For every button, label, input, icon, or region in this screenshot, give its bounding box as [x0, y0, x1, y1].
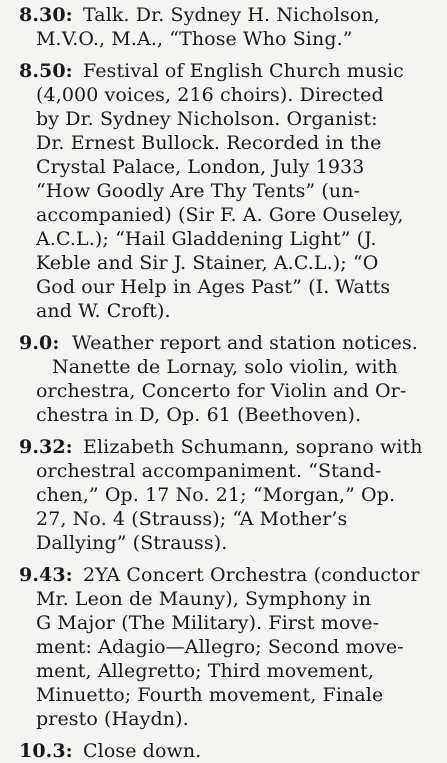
entry-text-line: Talk. Dr. Sydney H. Nicholson, [83, 4, 380, 26]
entry-time: 9.0: [19, 332, 60, 354]
entry-text-line: accompanied) (Sir F. A. Gore Ouseley, [36, 204, 404, 226]
entry-text-line: and W. Croft). [36, 300, 171, 322]
entry-text-line: ment, Allegretto; Third movement, [36, 660, 375, 682]
entry-text-line: ment: Adagio—Allegro; Second move- [36, 636, 404, 658]
entry-time: 8.30: [19, 4, 73, 26]
entry-text-line: chen,” Op. 17 No. 21; “Morgan,” Op. [36, 484, 396, 506]
entry-text-line: Keble and Sir J. Stainer, A.C.L.); “O [36, 252, 379, 274]
entry-time: 9.32: [19, 436, 73, 458]
entry-time: 9.43: [19, 564, 73, 586]
entry-text-line: Weather report and station notices. [72, 332, 418, 354]
entry-text-line: orchestra, Concerto for Violin and Or- [36, 380, 407, 402]
entry-text-line: 27, No. 4 (Strauss); “A Mother’s [36, 508, 348, 530]
entry-text-line: Festival of English Church music [83, 60, 404, 82]
entry-text-line: Mr. Leon de Mauny), Symphony in [36, 588, 372, 610]
entry-text-line: orchestral accompaniment. “Stand- [36, 460, 382, 482]
entry-text-line: chestra in D, Op. 61 (Beethoven). [36, 404, 362, 426]
entry-text-line: Dr. Ernest Bullock. Recorded in the [36, 132, 382, 154]
entry-text-line: Crystal Palace, London, July 1933 [36, 156, 365, 178]
entry-text-line: Dallying” (Strauss). [36, 532, 228, 554]
entry-text-line: Elizabeth Schumann, soprano with [83, 436, 423, 458]
entry-text-line: A.C.L.); “Hail Gladdening Light” (J. [36, 228, 377, 250]
entry-text-line: Minuetto; Fourth movement, Finale [36, 684, 384, 706]
entry-text-line: (4,000 voices, 216 choirs). Directed [36, 84, 384, 106]
entry-text-line: “How Goodly Are Thy Tents” (un- [36, 180, 361, 202]
entry-text-line: 2YA Concert Orchestra (conductor [83, 564, 420, 586]
entry-text-line: God our Help in Ages Past” (I. Watts [36, 276, 391, 298]
entry-text-line: G Major (The Military). First move- [36, 612, 380, 634]
entry-time: 10.3: [19, 740, 73, 762]
entry-time: 8.50: [19, 60, 73, 82]
entry-text-line: Nanette de Lornay, solo violin, with [52, 356, 398, 378]
entry-text-line: Close down. [83, 740, 202, 762]
entry-text-line: presto (Haydn). [36, 708, 189, 730]
entry-text-line: by Dr. Sydney Nicholson. Organist: [36, 108, 378, 130]
entry-text-line: M.V.O., M.A., “Those Who Sing.” [36, 28, 353, 50]
